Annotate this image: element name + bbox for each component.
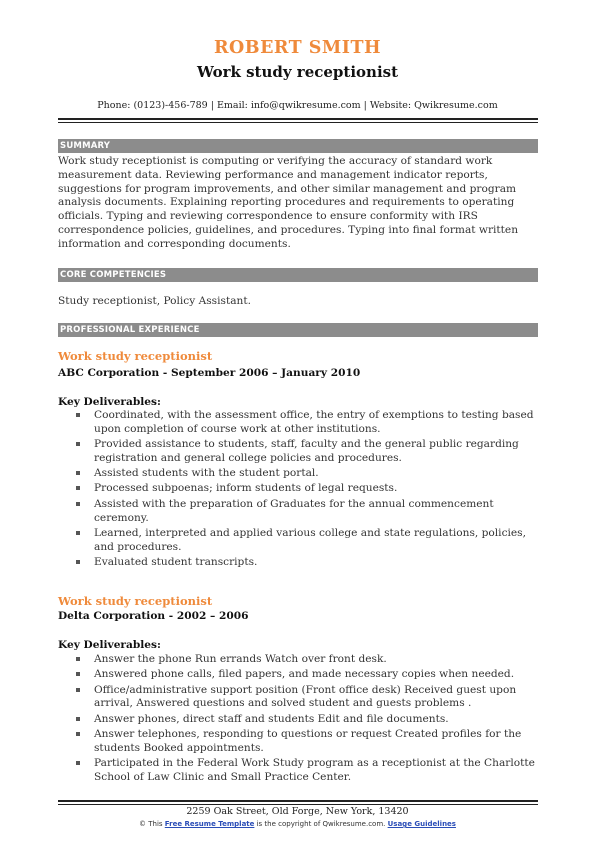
list-item: Evaluated student transcripts. [58,556,538,570]
list-item: Office/administrative support position (Front office desk) Received guest upon arrival, Answered questions and solved student and guests problems . [58,684,538,712]
free-resume-template-link[interactable]: Free Resume Template [164,820,255,828]
job-company-2: Delta Corporation - 2002 – 2006 [58,610,249,622]
job-title-2: Work study receptionist [58,594,213,608]
bullet-icon [76,413,80,417]
list-item: Coordinated, with the assessment office, the entry of exemptions to testing based upon completion of course work at other institutions. [58,409,538,437]
bullet-icon [76,442,80,446]
summary-heading: SUMMARY [58,139,538,153]
list-item: Answer telephones, responding to questions or request Created profiles for the students Booked appointments. [58,728,538,756]
usage-guidelines-link[interactable]: Usage Guidelines [387,820,456,828]
deliverables-label-1: Key Deliverables: [58,396,161,408]
list-item: Assisted students with the student portal. [58,467,538,481]
competencies-heading: CORE COMPETENCIES [58,268,538,282]
list-item: Answered phone calls, filed papers, and made necessary copies when needed. [58,668,538,682]
job-company-1: ABC Corporation - September 2006 – January 2010 [58,367,361,379]
list-item: Processed subpoenas; inform students of legal requests. [58,482,538,496]
candidate-title: Work study receptionist [196,63,399,81]
deliverables-label-2: Key Deliverables: [58,639,161,651]
bullet-icon [76,486,80,490]
contact-line: Phone: (0123)-456-789 | Email: info@qwikresume.com | Website: Qwikresume.com [97,100,498,111]
summary-text: Work study receptionist is computing or verifying the accuracy of standard work measurement data. Reviewing performance and management indicator reports, suggestions for program improvements, and other similar management and program analysis documents. Explaining reporting procedures and requirements to operating officials. Typing and reviewing correspondence to ensure conformity with IRS correspondence policies, guidelines, and procedures. Typing into final format written information and corresponding documents. [58,155,519,250]
list-item: Participated in the Federal Work Study program as a receptionist at the Charlotte School of Law Clinic and Small Practice Center. [58,757,538,785]
bullet-icon [76,761,80,765]
list-item: Answer phones, direct staff and students Edit and file documents. [58,713,538,727]
footer-divider [58,800,538,802]
deliverables-list-2 [58,653,538,786]
list-item: Assisted with the preparation of Graduates for the annual commencement ceremony. [58,498,538,526]
experience-heading: PROFESSIONAL EXPERIENCE [58,323,538,337]
bullet-icon [76,657,80,661]
bullet-icon [76,717,80,721]
bullet-icon [76,560,80,564]
competencies-text: Study receptionist, Policy Assistant. [58,295,251,307]
bullet-icon [76,531,80,535]
header-divider [58,118,538,120]
list-item: Learned, interpreted and applied various college and state regulations, policies, and procedures. [58,527,538,555]
bullet-icon [76,672,80,676]
bullet-icon [76,732,80,736]
header-divider-thin [58,122,538,123]
bullet-icon [76,471,80,475]
footer-address: 2259 Oak Street, Old Forge, New York, 13420 [186,806,409,817]
footer-copyright: © This Free Resume Template is the copyright of Qwikresume.com. Usage Guidelines [139,820,456,828]
job-title-1: Work study receptionist [58,349,213,363]
bullet-icon [76,502,80,506]
list-item: Answer the phone Run errands Watch over front desk. [58,653,538,667]
candidate-name: ROBERT SMITH [213,38,382,58]
footer-divider-thin [58,804,538,805]
deliverables-list-1 [58,409,538,571]
list-item: Provided assistance to students, staff, faculty and the general public regarding registration and general college policies and procedures. [58,438,538,466]
bullet-icon [76,688,80,692]
